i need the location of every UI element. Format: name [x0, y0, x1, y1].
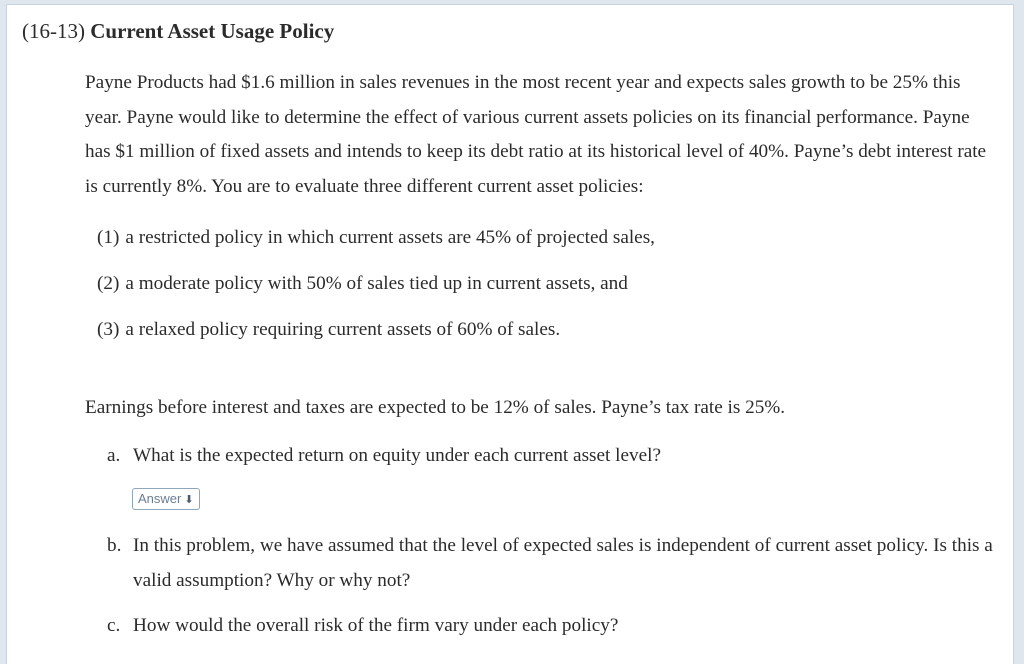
question-a — [107, 439, 995, 474]
policy-item — [85, 307, 995, 353]
policy-list — [85, 215, 995, 353]
problem-title: Current Asset Usage Policy — [90, 19, 335, 43]
policy-text: a restricted policy in which current assets are 45% of projected sales, — [125, 227, 655, 249]
question-text: What is the expected return on equity under each current asset level? — [133, 445, 661, 466]
problem-panel — [6, 4, 1014, 664]
policy-item — [85, 215, 995, 261]
question-letter: b. — [107, 535, 122, 556]
question-b — [107, 529, 995, 598]
policy-number: (3) — [97, 319, 120, 341]
question-letter: a. — [107, 445, 121, 466]
problem-heading — [22, 17, 334, 45]
answer-button-label: Answer — [138, 491, 182, 506]
question-letter: c. — [107, 615, 121, 636]
policy-number: (2) — [97, 273, 120, 295]
problem-intro: Payne Products had $1.6 million in sales revenues in the most recent year and expects sales growth to be 25% this year. Payne would like to determine the effect of various current assets policies on its financial performance. Payne has $1 million of fixed assets and intends to keep its debt ratio at its historical level of 40%. Payne’s debt interest rate is currently 8%. You are to evaluate three different current asset policies: — [85, 72, 987, 197]
arrow-down-icon: ⬇ — [184, 494, 194, 506]
problem-assumptions: Earnings before interest and taxes are expected to be 12% of sales. Payne’s tax rate is 25%. — [85, 397, 786, 418]
problem-number: (16-13) — [22, 19, 85, 43]
policy-text: a moderate policy with 50% of sales tied up in current assets, and — [125, 273, 628, 295]
answer-button[interactable] — [132, 488, 200, 510]
policy-item — [85, 261, 995, 307]
policy-number: (1) — [97, 227, 120, 249]
question-text: How would the overall risk of the firm vary under each policy? — [133, 615, 619, 636]
policy-text: a relaxed policy requiring current assets of 60% of sales. — [125, 319, 561, 341]
question-c — [107, 609, 995, 644]
question-text: In this problem, we have assumed that the level of expected sales is independent of current asset policy. Is this a valid assumption? Why or why not? — [133, 535, 993, 591]
